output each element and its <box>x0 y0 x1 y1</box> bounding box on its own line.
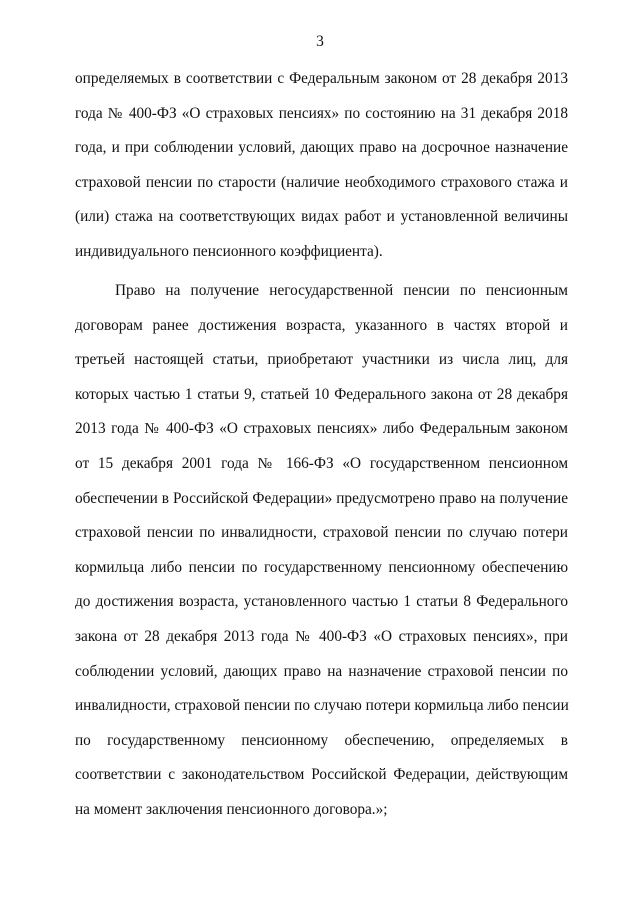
text-line: до достижения возраста, установленного частью 1 статьи 8 Федерального <box>75 593 568 611</box>
paragraph-1 <box>75 62 568 270</box>
text-line: третьей настоящей статьи, приобретают участники из числа лиц, для <box>75 351 568 369</box>
text-line: договорам ранее достижения возраста, указанного в частях второй и <box>75 316 568 334</box>
page-number: 3 <box>316 33 324 50</box>
text-line: года № 400-ФЗ «О страховых пенсиях» по состоянию на 31 декабря 2018 <box>75 104 568 122</box>
text-line: Право на получение негосударственной пенсии по пенсионным <box>115 282 568 299</box>
text-line: 2013 года № 400-ФЗ «О страховых пенсиях» либо Федеральным законом <box>75 420 568 438</box>
paragraph-2 <box>75 274 568 828</box>
text-line: закона от 28 декабря 2013 года № 400-ФЗ «О страховых пенсиях», при <box>75 627 568 645</box>
text-line: страховой пенсии по инвалидности, страховой пенсии по случаю потери <box>75 524 568 542</box>
text-line: года, и при соблюдении условий, дающих право на досрочное назначение <box>75 139 568 157</box>
text-line: инвалидности, страховой пенсии по случаю потери кормильца либо пенсии <box>75 697 569 715</box>
text-line: которых частью 1 статьи 9, статьей 10 Федерального закона от 28 декабря <box>75 385 568 403</box>
text-line: на момент заключения пенсионного договора.»; <box>75 800 388 818</box>
text-line: по государственному пенсионному обеспечению, определяемых в <box>75 731 568 749</box>
text-line: кормильца либо пенсии по государственному пенсионному обеспечению <box>75 558 568 576</box>
text-line: обеспечении в Российской Федерации» предусмотрено право на получение <box>75 489 568 507</box>
text-line: от 15 декабря 2001 года № 166-ФЗ «О государственном пенсионном <box>75 454 568 472</box>
text-line: страховой пенсии по старости (наличие необходимого страхового стажа и <box>75 173 568 191</box>
text-line: (или) стажа на соответствующих видах работ и установленной величины <box>75 208 568 226</box>
text-line: соблюдении условий, дающих право на назначение страховой пенсии по <box>75 662 568 680</box>
text-line: определяемых в соответствии с Федеральным законом от 28 декабря 2013 <box>75 70 568 87</box>
text-line: соответствии с законодательством Российской Федерации, действующим <box>75 766 568 784</box>
text-line: индивидуального пенсионного коэффициента). <box>75 242 383 260</box>
